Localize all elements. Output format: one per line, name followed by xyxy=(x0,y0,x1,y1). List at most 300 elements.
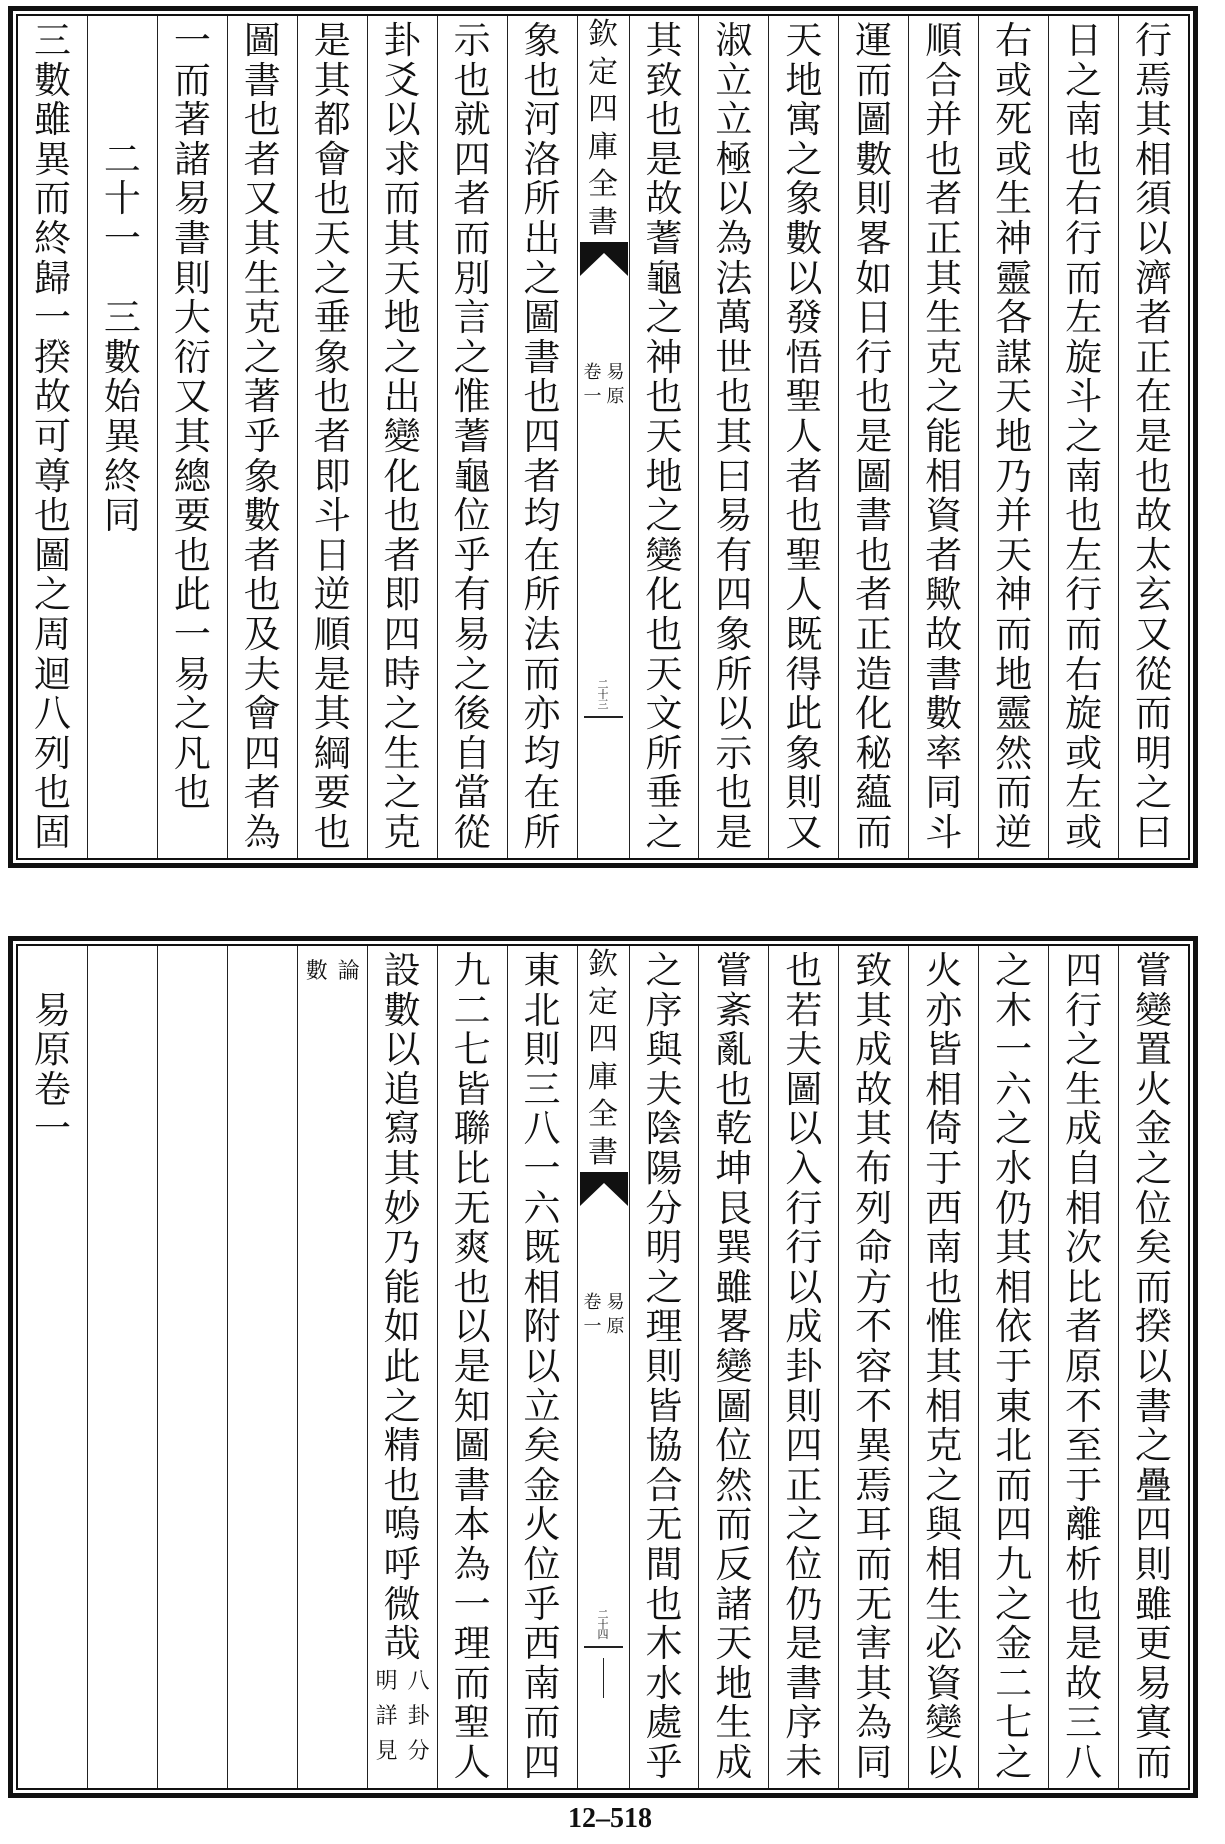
glyph: 而 xyxy=(1065,256,1103,300)
glyph: 之 xyxy=(925,1463,963,1507)
margin-volume xyxy=(582,361,604,409)
glyph: 爻 xyxy=(383,58,421,102)
glyph: 卦 xyxy=(383,19,421,62)
glyph: 克 xyxy=(925,1424,963,1468)
section-title xyxy=(88,298,157,536)
glyph: 發 xyxy=(785,296,823,340)
glyph: 入 xyxy=(785,1146,823,1190)
column-text xyxy=(158,21,227,813)
banxin-column xyxy=(577,16,629,858)
glyph: 數 xyxy=(33,58,71,102)
glyph: 之 xyxy=(995,1107,1033,1151)
glyph: 也 xyxy=(925,137,963,181)
glyph: 右 xyxy=(995,19,1033,62)
folio-number xyxy=(578,680,629,710)
glyph: 書 xyxy=(855,494,893,538)
glyph: 也 xyxy=(1135,454,1173,498)
glyph: 逆 xyxy=(313,573,351,617)
glyph: 天 xyxy=(645,414,683,458)
glyph: 與 xyxy=(925,1503,963,1547)
glyph: 為 xyxy=(855,1701,893,1745)
text-column xyxy=(768,946,838,1788)
glyph: 當 xyxy=(453,771,491,815)
glyph: 是 xyxy=(1135,414,1173,458)
glyph: 均 xyxy=(523,494,561,538)
glyph: 在 xyxy=(1135,375,1173,419)
glyph: 相 xyxy=(1135,137,1173,181)
column-text xyxy=(1119,951,1188,1782)
glyph: 也 xyxy=(785,494,823,538)
glyph: 神 xyxy=(995,216,1033,260)
glyph: 法 xyxy=(715,256,753,300)
glyph: 理 xyxy=(453,1622,491,1666)
glyph: 資 xyxy=(925,1661,963,1705)
glyph: 數 xyxy=(925,692,963,736)
glyph: 會 xyxy=(313,137,351,181)
glyph: 以 xyxy=(785,1265,823,1309)
glyph: 之 xyxy=(383,692,421,736)
glyph: 位 xyxy=(453,494,491,538)
glyph: 欽 xyxy=(588,947,618,982)
glyph: 旋 xyxy=(1065,692,1103,736)
text-column xyxy=(629,946,699,1788)
annotation-note xyxy=(372,1664,402,1769)
glyph: 火 xyxy=(1135,1067,1173,1111)
glyph: 合 xyxy=(645,1463,683,1507)
glyph: 容 xyxy=(855,1344,893,1388)
glyph: 定 xyxy=(588,984,618,1020)
glyph: 四 xyxy=(785,1424,823,1468)
glyph: 生 xyxy=(715,1701,753,1745)
glyph: 南 xyxy=(523,1661,561,1705)
glyph: 即 xyxy=(313,454,351,498)
bottom-page-frame xyxy=(8,936,1198,1798)
glyph: 四 xyxy=(995,1503,1033,1547)
glyph: 旋 xyxy=(1065,335,1103,379)
glyph: 坤 xyxy=(715,1146,753,1190)
glyph: 庫 xyxy=(588,129,618,165)
glyph: 西 xyxy=(523,1622,561,1666)
glyph: 亦 xyxy=(523,692,561,736)
glyph: 也 xyxy=(645,1582,683,1626)
glyph: 變 xyxy=(1135,988,1173,1032)
glyph: 易 xyxy=(606,362,625,383)
glyph: 者 xyxy=(1135,296,1173,340)
glyph: 惟 xyxy=(925,1305,963,1349)
glyph: 附 xyxy=(523,1305,561,1349)
glyph: 而 xyxy=(173,58,211,102)
column-text xyxy=(979,951,1048,1782)
glyph: 生 xyxy=(925,296,963,340)
glyph: 或 xyxy=(995,137,1033,181)
glyph: 巽 xyxy=(715,1226,753,1270)
empty-column xyxy=(227,946,297,1788)
glyph: 相 xyxy=(925,1542,963,1586)
glyph: 尊 xyxy=(33,454,71,498)
glyph: 也 xyxy=(313,810,351,854)
glyph: 天 xyxy=(785,19,823,62)
glyph: 是 xyxy=(453,1344,491,1388)
glyph: 右 xyxy=(1065,177,1103,221)
glyph: 畧 xyxy=(855,216,893,260)
fishtail-mark xyxy=(578,242,629,278)
empty-column xyxy=(157,946,227,1788)
glyph: 疊 xyxy=(1135,1463,1173,1507)
glyph: 无 xyxy=(855,1582,893,1626)
glyph: 行 xyxy=(1065,573,1103,617)
glyph: 其 xyxy=(855,1661,893,1705)
glyph: 命 xyxy=(855,1226,893,1270)
glyph: 也 xyxy=(1065,494,1103,538)
section-number xyxy=(88,137,157,260)
glyph: 是 xyxy=(313,652,351,696)
glyph: 爽 xyxy=(453,1226,491,1270)
glyph: 乎 xyxy=(453,533,491,577)
glyph: 論 xyxy=(337,959,360,984)
glyph: 全 xyxy=(588,1097,618,1132)
glyph: 龜 xyxy=(453,454,491,498)
glyph: 斗 xyxy=(1065,375,1103,419)
folio-tick xyxy=(603,1658,605,1698)
glyph: 圖 xyxy=(855,98,893,142)
glyph: 卷 xyxy=(583,362,602,383)
glyph: 位 xyxy=(523,1542,561,1586)
glyph: 三 xyxy=(33,19,71,62)
glyph: 以 xyxy=(715,692,753,736)
glyph: 則 xyxy=(645,1344,683,1388)
glyph: 書 xyxy=(523,335,561,379)
text-column xyxy=(908,16,978,858)
glyph: 象 xyxy=(523,19,561,62)
glyph: 濟 xyxy=(1135,256,1173,300)
glyph: 以 xyxy=(785,1107,823,1151)
glyph: 易 xyxy=(715,494,753,538)
glyph: 或 xyxy=(1065,731,1103,775)
glyph: 八 xyxy=(523,1107,561,1151)
glyph: 斗 xyxy=(313,494,351,538)
glyph: 秘 xyxy=(855,731,893,775)
glyph: 者 xyxy=(243,771,281,815)
folio-rule xyxy=(584,1646,623,1648)
glyph: 乎 xyxy=(523,1582,561,1626)
glyph: 陰 xyxy=(645,1107,683,1151)
glyph: 次 xyxy=(1065,1226,1103,1270)
glyph: 夫 xyxy=(645,1067,683,1111)
glyph: 揆 xyxy=(1135,1305,1173,1349)
glyph: 夫 xyxy=(243,652,281,696)
column-text xyxy=(368,951,437,1664)
glyph: 也 xyxy=(523,375,561,419)
glyph: 惟 xyxy=(453,375,491,419)
column-text xyxy=(18,21,87,852)
glyph: 畧 xyxy=(715,1305,753,1349)
text-column xyxy=(18,16,87,858)
glyph: 以 xyxy=(383,98,421,142)
glyph: 此 xyxy=(383,1344,421,1388)
glyph: 八 xyxy=(1065,1740,1103,1784)
glyph: 諸 xyxy=(715,1582,753,1626)
glyph: 圖 xyxy=(523,296,561,340)
glyph: 金 xyxy=(523,1463,561,1507)
glyph: 序 xyxy=(645,988,683,1032)
glyph: 終 xyxy=(33,216,71,260)
column-text xyxy=(438,951,507,1782)
glyph: 也 xyxy=(33,494,71,538)
glyph: 金 xyxy=(995,1622,1033,1666)
glyph: 木 xyxy=(645,1622,683,1666)
glyph: 數 xyxy=(855,137,893,181)
text-column xyxy=(1118,16,1188,858)
glyph: 而 xyxy=(1135,1265,1173,1309)
glyph: 變 xyxy=(715,1344,753,1388)
glyph: 合 xyxy=(925,58,963,102)
glyph: 寘 xyxy=(1135,1701,1173,1745)
glyph: 二 xyxy=(995,1661,1033,1705)
glyph: 之 xyxy=(995,1582,1033,1626)
glyph: 寓 xyxy=(785,98,823,142)
text-column xyxy=(227,16,297,858)
glyph: 要 xyxy=(173,494,211,538)
glyph: 者 xyxy=(855,573,893,617)
glyph: 三 xyxy=(523,1067,561,1111)
glyph: 嘗 xyxy=(715,949,753,992)
glyph: 而 xyxy=(855,810,893,854)
glyph: 也 xyxy=(243,573,281,617)
column-text xyxy=(1049,21,1118,852)
glyph: 見 xyxy=(375,1739,398,1764)
glyph: 日 xyxy=(855,296,893,340)
glyph: 地 xyxy=(995,652,1033,696)
glyph: 南 xyxy=(1065,454,1103,498)
fishtail-mark xyxy=(578,1172,629,1208)
glyph: 垂 xyxy=(313,296,351,340)
glyph: 二 xyxy=(453,988,491,1032)
glyph: 而 xyxy=(523,1701,561,1745)
glyph: 耳 xyxy=(855,1503,893,1547)
glyph: 淑 xyxy=(715,19,753,62)
glyph: 卷 xyxy=(33,1067,71,1111)
text-column xyxy=(768,16,838,858)
glyph: 悟 xyxy=(785,335,823,379)
glyph: 曰 xyxy=(715,454,753,498)
glyph: 從 xyxy=(453,810,491,854)
glyph: 右 xyxy=(1065,652,1103,696)
glyph: 行 xyxy=(785,1226,823,1270)
glyph: 順 xyxy=(313,612,351,656)
glyph: 比 xyxy=(453,1146,491,1190)
glyph: 迴 xyxy=(33,652,71,696)
glyph: 或 xyxy=(1065,810,1103,854)
glyph: 其 xyxy=(313,58,351,102)
text-column xyxy=(838,946,908,1788)
glyph: 乃 xyxy=(995,454,1033,498)
glyph: 四 xyxy=(523,1740,561,1784)
glyph: 亂 xyxy=(715,1028,753,1072)
glyph: 得 xyxy=(785,652,823,696)
glyph: 自 xyxy=(453,731,491,775)
glyph: 變 xyxy=(645,533,683,577)
glyph: 之 xyxy=(523,256,561,300)
glyph: 正 xyxy=(855,612,893,656)
glyph: 未 xyxy=(785,1740,823,1784)
glyph: 左 xyxy=(1065,533,1103,577)
glyph: 世 xyxy=(715,335,753,379)
glyph: 一 xyxy=(583,386,602,407)
margin-book-title xyxy=(605,1291,627,1339)
glyph: 也 xyxy=(855,533,893,577)
glyph: 易 xyxy=(606,1292,625,1313)
glyph: 在 xyxy=(523,771,561,815)
glyph: 故 xyxy=(645,177,683,221)
page-number: 12–518 xyxy=(568,1803,652,1834)
glyph: 也 xyxy=(645,375,683,419)
glyph: 皆 xyxy=(453,1067,491,1111)
glyph: 四 xyxy=(1065,949,1103,992)
glyph: 象 xyxy=(785,731,823,775)
glyph: 象 xyxy=(715,612,753,656)
glyph: 數 xyxy=(785,216,823,260)
margin-title xyxy=(578,946,629,1171)
glyph: 也 xyxy=(313,375,351,419)
glyph: 圖 xyxy=(855,454,893,498)
glyph: 仍 xyxy=(785,1582,823,1626)
glyph: 也 xyxy=(645,98,683,142)
glyph: 曰 xyxy=(1135,810,1173,854)
glyph: 并 xyxy=(995,494,1033,538)
glyph: 文 xyxy=(645,692,683,736)
glyph: 要 xyxy=(313,771,351,815)
column-text xyxy=(699,21,768,852)
glyph: 既 xyxy=(523,1226,561,1270)
glyph: 書 xyxy=(588,1134,618,1170)
glyph: 會 xyxy=(243,692,281,736)
glyph: 則 xyxy=(785,771,823,815)
glyph: 所 xyxy=(523,177,561,221)
glyph: 六 xyxy=(995,1067,1033,1111)
glyph: 亦 xyxy=(925,988,963,1032)
glyph: 數 xyxy=(383,988,421,1032)
glyph: 故 xyxy=(925,612,963,656)
glyph: 一 xyxy=(33,1107,71,1151)
glyph: 知 xyxy=(453,1384,491,1428)
glyph: 藴 xyxy=(855,771,893,815)
glyph: 正 xyxy=(785,1463,823,1507)
glyph: 異 xyxy=(855,1424,893,1468)
glyph: 布 xyxy=(855,1146,893,1190)
glyph: 洛 xyxy=(523,137,561,181)
glyph: 木 xyxy=(995,988,1033,1032)
glyph: 須 xyxy=(1135,177,1173,221)
glyph: 圖 xyxy=(715,1384,753,1428)
glyph: 所 xyxy=(645,731,683,775)
glyph: 四 xyxy=(588,92,618,127)
glyph: 神 xyxy=(645,335,683,379)
glyph: 生 xyxy=(383,731,421,775)
top-page-body xyxy=(16,14,1190,860)
glyph: 圖 xyxy=(785,1067,823,1111)
glyph: 原 xyxy=(1065,1344,1103,1388)
glyph: 之 xyxy=(1135,1424,1173,1468)
glyph: 位 xyxy=(715,1424,753,1468)
glyph: 乎 xyxy=(645,1740,683,1784)
glyph: 蓍 xyxy=(453,414,491,458)
glyph: 玄 xyxy=(1135,573,1173,617)
glyph: 其 xyxy=(715,414,753,458)
glyph: 妙 xyxy=(383,1186,421,1230)
glyph: 之 xyxy=(645,296,683,340)
glyph: 書 xyxy=(588,204,618,240)
glyph: 相 xyxy=(925,1384,963,1428)
glyph: 始 xyxy=(103,375,141,419)
glyph: 定 xyxy=(588,54,618,90)
text-column xyxy=(908,946,978,1788)
glyph: 謀 xyxy=(995,335,1033,379)
glyph: 此 xyxy=(785,692,823,736)
glyph: 理 xyxy=(645,1305,683,1349)
glyph: 其 xyxy=(313,692,351,736)
glyph: 其 xyxy=(995,1226,1033,1270)
glyph: 十 xyxy=(597,1618,609,1631)
margin-title xyxy=(578,16,629,241)
glyph: 之 xyxy=(645,949,683,992)
glyph: 相 xyxy=(523,1265,561,1309)
glyph: 斗 xyxy=(925,810,963,854)
glyph: 在 xyxy=(523,533,561,577)
glyph: 也 xyxy=(383,494,421,538)
glyph: 後 xyxy=(453,692,491,736)
glyph: 又 xyxy=(173,375,211,419)
glyph: 于 xyxy=(925,1146,963,1190)
glyph: 也 xyxy=(645,612,683,656)
glyph: 三 xyxy=(1065,1701,1103,1745)
text-column xyxy=(698,946,768,1788)
glyph: 逆 xyxy=(995,810,1033,854)
glyph: 一 xyxy=(453,1582,491,1626)
column-text xyxy=(298,21,367,852)
column-text xyxy=(1119,21,1188,852)
glyph: 時 xyxy=(383,652,421,696)
glyph: 四 xyxy=(523,414,561,458)
text-column xyxy=(507,946,577,1788)
glyph: 協 xyxy=(645,1424,683,1468)
text-column xyxy=(978,946,1048,1788)
glyph: 是 xyxy=(785,1622,823,1666)
glyph: 也 xyxy=(33,771,71,815)
glyph: 行 xyxy=(1065,216,1103,260)
glyph: 嗚 xyxy=(383,1503,421,1547)
glyph: 以 xyxy=(785,256,823,300)
column-text xyxy=(699,951,768,1782)
glyph: 卦 xyxy=(785,1344,823,1388)
glyph: 以 xyxy=(1135,1344,1173,1388)
glyph: 又 xyxy=(243,177,281,221)
text-column xyxy=(1048,946,1118,1788)
glyph: 之 xyxy=(1065,58,1103,102)
glyph: 其 xyxy=(243,216,281,260)
glyph: 其 xyxy=(925,1344,963,1388)
glyph: 如 xyxy=(855,256,893,300)
glyph: 二 xyxy=(597,678,609,691)
glyph: 所 xyxy=(715,652,753,696)
glyph: 其 xyxy=(855,988,893,1032)
annotation-column xyxy=(297,946,367,1788)
text-column xyxy=(838,16,908,858)
glyph: 東 xyxy=(523,949,561,992)
column-text xyxy=(909,21,978,852)
glyph: 七 xyxy=(453,1028,491,1072)
glyph: 呼 xyxy=(383,1542,421,1586)
glyph: 故 xyxy=(855,1067,893,1111)
